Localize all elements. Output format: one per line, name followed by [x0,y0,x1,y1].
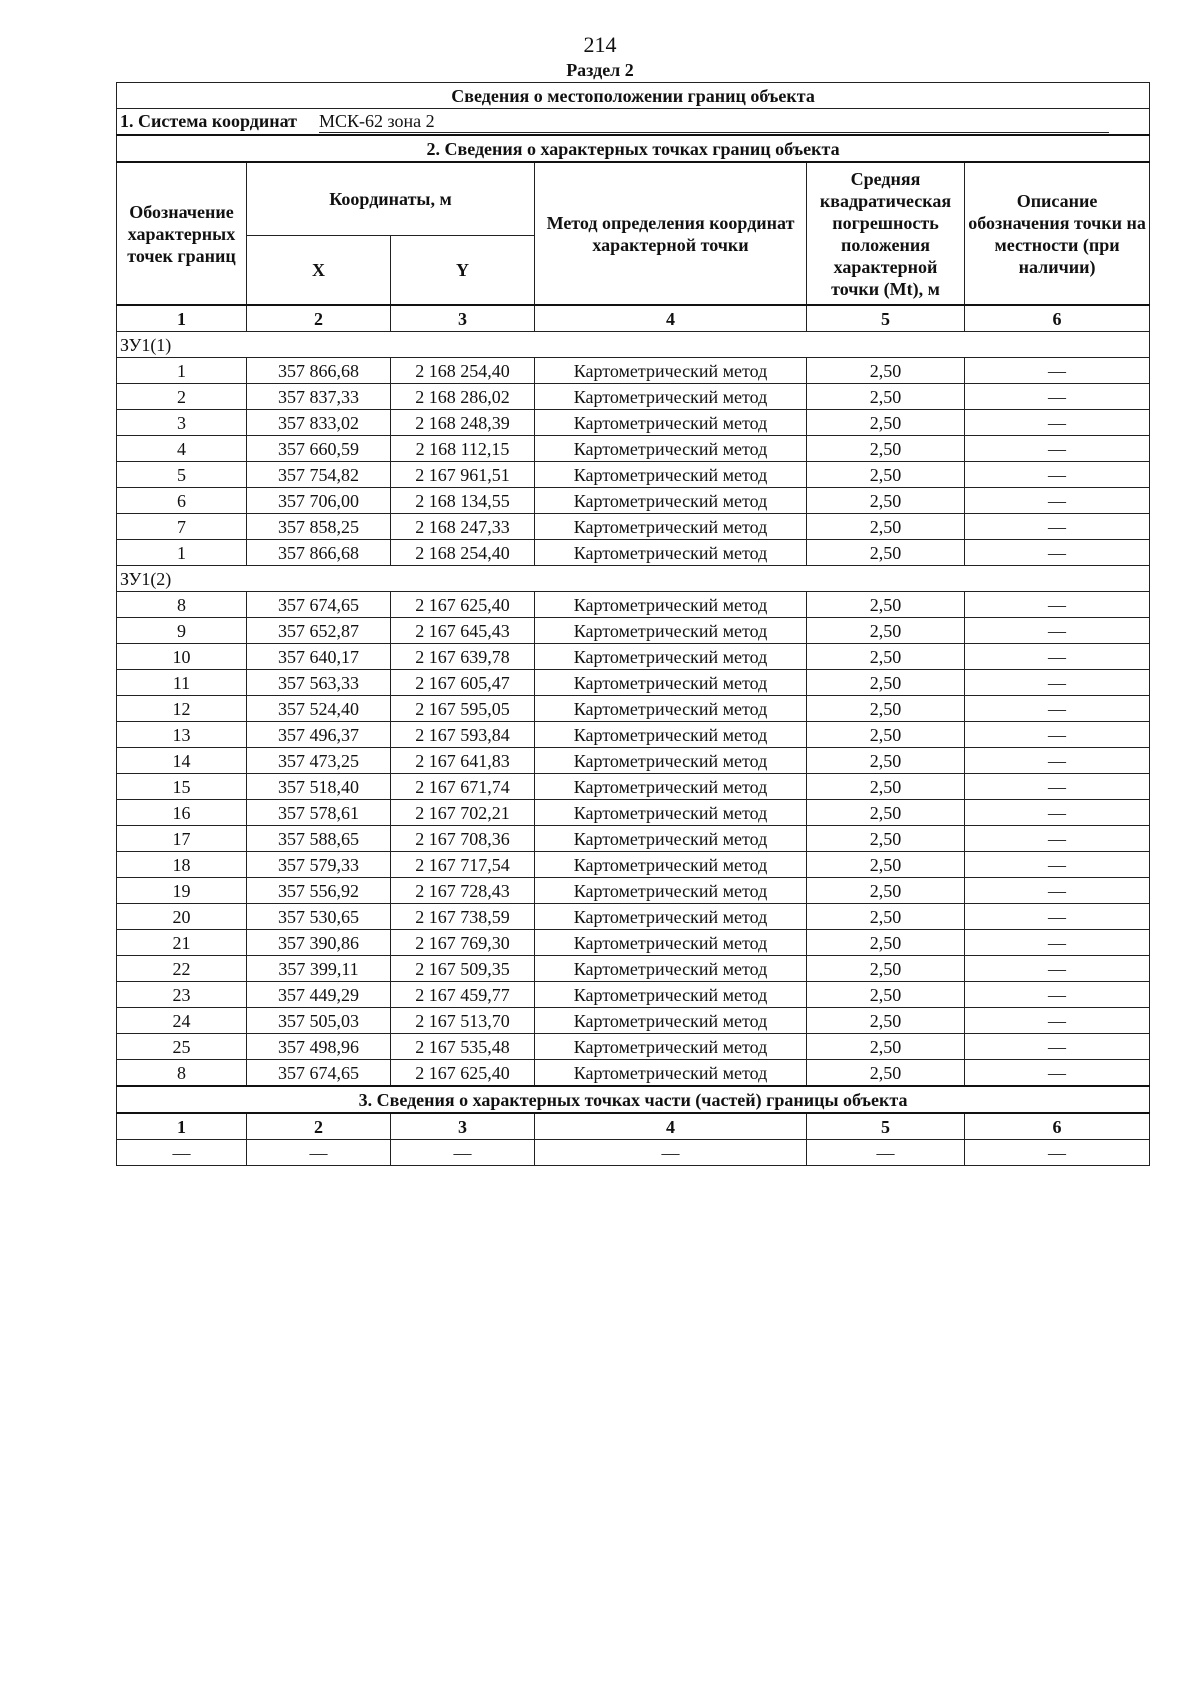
table-cell: 2 167 645,43 [391,618,535,644]
column-number: 5 [807,1113,965,1140]
table-row [117,956,1150,982]
table-cell: 2,50 [807,670,965,696]
table-cell: — [965,904,1150,930]
table-cell: 2,50 [807,878,965,904]
table-row [117,436,1150,462]
table-cell: 2 168 248,39 [391,410,535,436]
column-number: 4 [535,1113,807,1140]
table-cell: 20 [117,904,247,930]
group-label: ЗУ1(2) [117,566,1150,592]
table-row [117,384,1150,410]
group-row [117,332,1150,358]
table-cell: Картометрический метод [535,1034,807,1060]
coordinate-system-value: МСК-62 зона 2 [319,110,1109,133]
column-number-row [117,1113,1150,1140]
table-cell: 2,50 [807,436,965,462]
table-cell: 2,50 [807,358,965,384]
table-cell: Картометрический метод [535,592,807,618]
table-cell: — [965,670,1150,696]
table-cell: Картометрический метод [535,358,807,384]
table-cell: — [965,722,1150,748]
column-number: 6 [965,1113,1150,1140]
table-row [117,982,1150,1008]
table-cell: 11 [117,670,247,696]
group-label: ЗУ1(1) [117,332,1150,358]
table-cell: Картометрический метод [535,462,807,488]
table-cell: 357 473,25 [247,748,391,774]
table-row [117,904,1150,930]
table-row [117,540,1150,566]
table-row [117,670,1150,696]
table-cell: 2 167 639,78 [391,644,535,670]
table-cell: 2,50 [807,514,965,540]
table-cell: Картометрический метод [535,410,807,436]
table-cell: — [965,514,1150,540]
table-cell: 357 674,65 [247,1060,391,1087]
table-cell: Картометрический метод [535,982,807,1008]
table-cell: Картометрический метод [535,852,807,878]
table-cell: 357 754,82 [247,462,391,488]
table-cell: — [391,1140,535,1166]
table-cell: Картометрический метод [535,436,807,462]
table-cell: 2 167 595,05 [391,696,535,722]
table-cell: Картометрический метод [535,696,807,722]
column-number: 5 [807,305,965,332]
table-row [117,1060,1150,1087]
table-row [117,800,1150,826]
table-cell: 1 [117,358,247,384]
table-cell: 2 167 625,40 [391,592,535,618]
table-cell: 2 167 535,48 [391,1034,535,1060]
table-cell: — [965,826,1150,852]
section-title: Раздел 2 [566,60,634,80]
table-row [117,618,1150,644]
table-row [117,774,1150,800]
table-cell: — [965,462,1150,488]
table-cell: — [965,852,1150,878]
table-cell: 357 449,29 [247,982,391,1008]
table-cell: 2,50 [807,982,965,1008]
table-cell: 9 [117,618,247,644]
table-cell: 8 [117,1060,247,1087]
table-cell: 2,50 [807,384,965,410]
table-cell: 2,50 [807,696,965,722]
table-cell: 2 167 671,74 [391,774,535,800]
table-cell: — [965,930,1150,956]
column-number: 3 [391,1113,535,1140]
column-number: 6 [965,305,1150,332]
coordinate-system-row [117,109,1150,136]
table-cell: — [965,982,1150,1008]
column-number: 1 [117,305,247,332]
table-cell: 2 167 509,35 [391,956,535,982]
column-number-row [117,305,1150,332]
table-cell: — [965,1060,1150,1087]
table-cell: 2 167 769,30 [391,930,535,956]
table-cell: 2,50 [807,644,965,670]
table-row [117,878,1150,904]
table-cell: 357 674,65 [247,592,391,618]
table-cell: Картометрический метод [535,1060,807,1087]
table-cell: Картометрический метод [535,878,807,904]
table-cell: Картометрический метод [535,1008,807,1034]
table-cell: 2 167 641,83 [391,748,535,774]
table-cell: 5 [117,462,247,488]
table-cell: — [965,592,1150,618]
table-cell: 2 167 459,77 [391,982,535,1008]
table-cell: 357 706,00 [247,488,391,514]
table-cell: 2,50 [807,1034,965,1060]
header-y: Y [391,236,535,306]
table-cell: 14 [117,748,247,774]
table-row [117,1034,1150,1060]
table-cell: 2 167 513,70 [391,1008,535,1034]
table-cell: 2,50 [807,852,965,878]
table-cell: — [965,956,1150,982]
table-cell: 2,50 [807,722,965,748]
table-cell: 15 [117,774,247,800]
table-cell: — [965,410,1150,436]
table-cell: Картометрический метод [535,748,807,774]
table-cell: 357 660,59 [247,436,391,462]
table-cell: — [965,618,1150,644]
table-cell: — [965,696,1150,722]
table-cell: — [807,1140,965,1166]
table-row [117,592,1150,618]
column-number: 1 [117,1113,247,1140]
group-row [117,566,1150,592]
table-cell: 357 866,68 [247,540,391,566]
column-number: 3 [391,305,535,332]
table-cell: 2 168 286,02 [391,384,535,410]
table-cell: 357 640,17 [247,644,391,670]
coordinate-system-label: 1. Система координат [120,111,297,131]
table-cell: 2,50 [807,748,965,774]
header-description: Описание обозначения точки на местности (при наличии) [965,162,1150,305]
table-cell: 2,50 [807,618,965,644]
table-cell: 2 167 593,84 [391,722,535,748]
table-cell: — [535,1140,807,1166]
table-row [117,696,1150,722]
table-cell: 24 [117,1008,247,1034]
table-cell: Картометрический метод [535,774,807,800]
table-row [117,644,1150,670]
table-cell: 2 167 605,47 [391,670,535,696]
table-cell: 357 505,03 [247,1008,391,1034]
table-cell: 357 496,37 [247,722,391,748]
table-cell: Картометрический метод [535,930,807,956]
table-cell: 23 [117,982,247,1008]
table-cell: Картометрический метод [535,826,807,852]
table-cell: 357 866,68 [247,358,391,384]
table-row [117,826,1150,852]
table-cell: 4 [117,436,247,462]
table-cell: Картометрический метод [535,488,807,514]
table-cell: 2,50 [807,956,965,982]
table-cell: 2,50 [807,488,965,514]
table-cell: 6 [117,488,247,514]
table-cell: — [965,488,1150,514]
table-cell: Картометрический метод [535,514,807,540]
table-cell: — [965,1140,1150,1166]
table-cell: Картометрический метод [535,956,807,982]
table-cell: 2 167 708,36 [391,826,535,852]
header-method: Метод определения координат характерной точки [535,162,807,305]
table-cell: — [965,644,1150,670]
table-cell: 2,50 [807,774,965,800]
table-cell: 357 833,02 [247,410,391,436]
table-row [117,462,1150,488]
table-cell: 2,50 [807,462,965,488]
table-cell: 19 [117,878,247,904]
table-cell: Картометрический метод [535,904,807,930]
table-cell: 357 518,40 [247,774,391,800]
table-cell: 2 167 738,59 [391,904,535,930]
table-cell: 13 [117,722,247,748]
column-number: 2 [247,305,391,332]
table-cell: 357 524,40 [247,696,391,722]
table-cell: — [965,774,1150,800]
table-cell: 17 [117,826,247,852]
column-number: 2 [247,1113,391,1140]
table-cell: 12 [117,696,247,722]
table-cell: Картометрический метод [535,800,807,826]
table-cell: 357 399,11 [247,956,391,982]
table-cell: 2,50 [807,930,965,956]
table-cell: — [965,1008,1150,1034]
table-cell: 2 168 112,15 [391,436,535,462]
table-cell: 357 579,33 [247,852,391,878]
table-cell: 357 563,33 [247,670,391,696]
table-cell: 2,50 [807,800,965,826]
table-row [117,852,1150,878]
column-number: 4 [535,305,807,332]
table-cell: — [247,1140,391,1166]
table-cell: Картометрический метод [535,618,807,644]
table-cell: — [117,1140,247,1166]
table-cell: 1 [117,540,247,566]
table-cell: 2,50 [807,410,965,436]
table-cell: Картометрический метод [535,540,807,566]
header-point: Обозначение характерных точек границ [117,162,247,305]
table-cell: 357 390,86 [247,930,391,956]
table-cell: 2 167 702,21 [391,800,535,826]
table-cell: 357 498,96 [247,1034,391,1060]
table-cell: 2 167 961,51 [391,462,535,488]
table-row [117,358,1150,384]
table-cell: 2,50 [807,1008,965,1034]
table-cell: 2,50 [807,540,965,566]
table-cell: Картометрический метод [535,722,807,748]
section3-title: 3. Сведения о характерных точках части (частей) границы объекта [117,1086,1150,1113]
table-cell: — [965,384,1150,410]
table-cell: — [965,878,1150,904]
table-cell: 2 167 717,54 [391,852,535,878]
table-title: Сведения о местоположении границ объекта [117,83,1150,109]
table-row [117,410,1150,436]
table-cell: 7 [117,514,247,540]
table-cell: 2 168 254,40 [391,540,535,566]
table-cell: — [965,800,1150,826]
table-cell: — [965,358,1150,384]
table-cell: 2 168 134,55 [391,488,535,514]
table-cell: 2,50 [807,1060,965,1087]
table-row [117,1140,1150,1166]
page-number: 214 [583,32,617,57]
table-cell: 357 837,33 [247,384,391,410]
boundary-table [116,82,1150,1166]
table-cell: 2 167 728,43 [391,878,535,904]
table-cell: 357 858,25 [247,514,391,540]
table-cell: 2,50 [807,592,965,618]
table-cell: Картометрический метод [535,670,807,696]
table-cell: Картометрический метод [535,644,807,670]
table-cell: 22 [117,956,247,982]
table-row [117,930,1150,956]
table-cell: 357 556,92 [247,878,391,904]
table-row [117,722,1150,748]
table-cell: 21 [117,930,247,956]
table-cell: — [965,748,1150,774]
table-cell: 357 530,65 [247,904,391,930]
table-row [117,748,1150,774]
table-cell: 10 [117,644,247,670]
table-cell: — [965,1034,1150,1060]
section2-title: 2. Сведения о характерных точках границ объекта [117,135,1150,162]
table-cell: 357 652,87 [247,618,391,644]
table-cell: 2 167 625,40 [391,1060,535,1087]
table-cell: — [965,436,1150,462]
table-cell: 2,50 [807,826,965,852]
table-cell: 3 [117,410,247,436]
table-row [117,514,1150,540]
table-cell: 16 [117,800,247,826]
table-cell: 2 168 247,33 [391,514,535,540]
header-x: X [247,236,391,306]
header-error: Средняя квадратическая погрешность положения характерной точки (Mt), м [807,162,965,305]
table-row [117,488,1150,514]
table-cell: 8 [117,592,247,618]
table-cell: 25 [117,1034,247,1060]
header-coordinates: Координаты, м [247,162,535,236]
table-row [117,1008,1150,1034]
table-cell: 2 168 254,40 [391,358,535,384]
table-cell: 357 588,65 [247,826,391,852]
table-cell: 18 [117,852,247,878]
table-cell: 2 [117,384,247,410]
table-cell: 357 578,61 [247,800,391,826]
table-cell: 2,50 [807,904,965,930]
table-cell: — [965,540,1150,566]
table-cell: Картометрический метод [535,384,807,410]
